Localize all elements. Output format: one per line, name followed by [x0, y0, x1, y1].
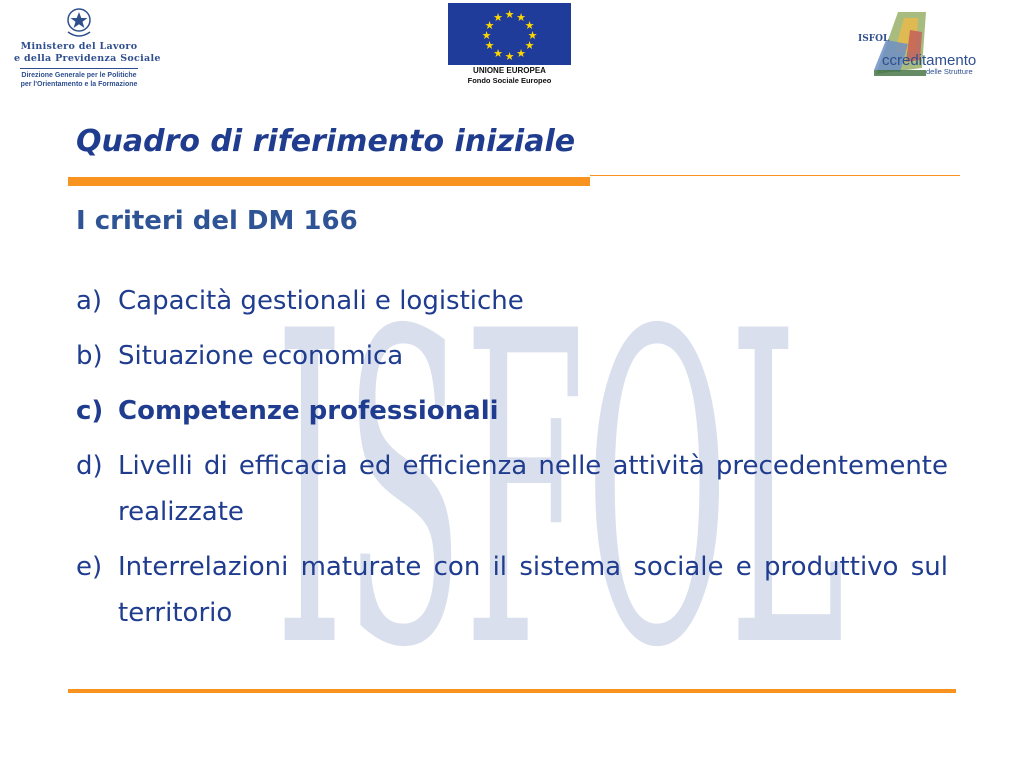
- ministero-logo: [14, 6, 161, 88]
- list-item: [76, 544, 948, 636]
- svg-text:★: ★: [484, 39, 495, 52]
- eu-sublabel: Fondo Sociale Europeo: [467, 76, 552, 85]
- svg-text:★: ★: [527, 29, 538, 42]
- criteria-list: [76, 278, 948, 645]
- svg-text:★: ★: [524, 19, 535, 32]
- accreditamento-sublabel: delle Strutture: [926, 67, 973, 76]
- svg-text:★: ★: [493, 11, 503, 24]
- italian-emblem-icon: [64, 6, 94, 40]
- accreditamento-logo: [856, 10, 986, 82]
- slide-title: Quadro di riferimento iniziale: [76, 124, 576, 159]
- svg-text:★: ★: [504, 8, 515, 21]
- list-item: [76, 278, 948, 324]
- watermark-text: ISFOL: [275, 280, 845, 670]
- slide-subtitle: I criteri del DM 166: [76, 206, 358, 236]
- svg-text:★: ★: [493, 47, 503, 60]
- eu-logo: [448, 3, 571, 87]
- ministero-small-line-2: per l'Orientamento e la Formazione: [20, 81, 138, 88]
- footer-divider: [68, 689, 956, 693]
- list-marker: d): [76, 451, 103, 481]
- title-underline-thick: [68, 177, 590, 186]
- list-item-text: Capacità gestionali e logistiche: [118, 286, 524, 316]
- list-marker: a): [76, 286, 103, 316]
- list-marker: c): [76, 396, 104, 426]
- ministero-line-1: Ministero del Lavoro: [20, 41, 138, 52]
- list-item-highlighted: [76, 388, 948, 434]
- accreditamento-label: ccreditamento: [882, 52, 977, 69]
- svg-text:★: ★: [504, 50, 515, 63]
- list-item-text: Competenze professionali: [118, 396, 499, 426]
- svg-text:★: ★: [484, 19, 495, 32]
- eu-label: UNIONE EUROPEA: [473, 66, 546, 75]
- list-item: [76, 443, 948, 535]
- list-item-text: Interrelazioni maturate con il sistema sociale e produttivo sul territorio: [118, 552, 948, 628]
- list-item: [76, 333, 948, 379]
- svg-text:★: ★: [481, 29, 492, 42]
- ministero-divider: [20, 68, 138, 69]
- title-underline-thin: [590, 175, 960, 176]
- list-marker: e): [76, 552, 103, 582]
- eu-flag-icon: [448, 3, 571, 65]
- list-item-text: Situazione economica: [118, 341, 404, 371]
- ministero-line-2: e della Previdenza Sociale: [14, 53, 161, 64]
- ministero-small-line-1: Direzione Generale per le Politiche: [21, 72, 137, 79]
- svg-text:★: ★: [516, 47, 526, 60]
- svg-text:★: ★: [516, 11, 526, 24]
- list-marker: b): [76, 341, 103, 371]
- svg-text:★: ★: [524, 39, 535, 52]
- list-item-text: Livelli di efficacia ed efficienza nelle attività precedentemente realizzate: [118, 451, 948, 527]
- accreditamento-isfol-label: ISFOL: [858, 34, 890, 44]
